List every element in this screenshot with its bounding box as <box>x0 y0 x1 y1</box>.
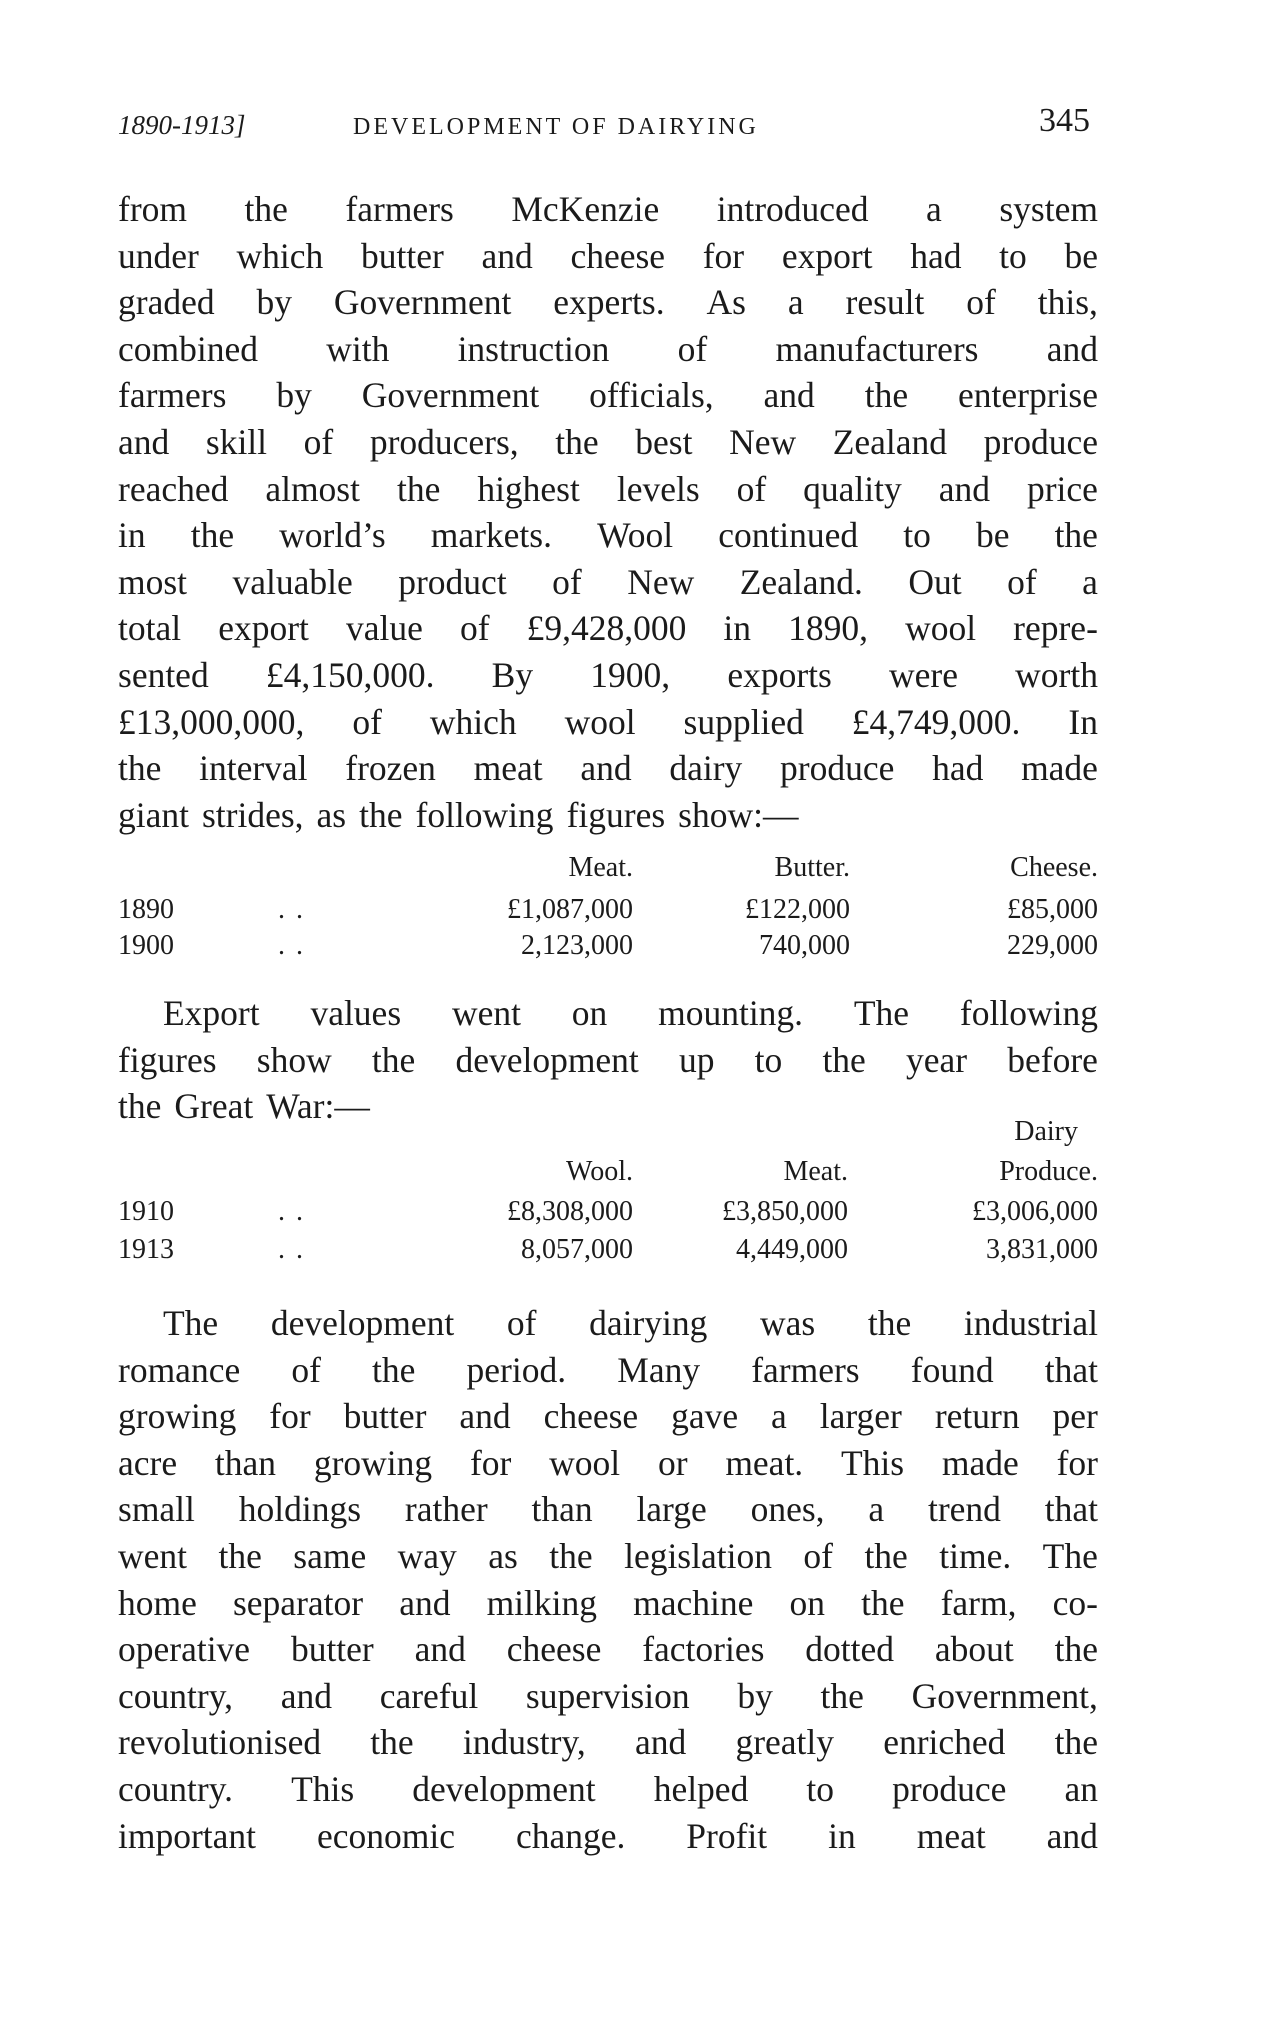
word: of <box>803 1535 833 1576</box>
export-table-1910-1913 <box>118 1116 1098 1266</box>
word: the <box>371 1039 416 1080</box>
word: the <box>864 375 909 416</box>
word: manufacturers <box>775 328 979 369</box>
word: value <box>345 608 423 649</box>
word: skill <box>205 421 268 462</box>
word: to <box>903 515 931 556</box>
word: larger <box>819 1396 902 1437</box>
word: which <box>236 235 324 276</box>
word: that <box>1044 1349 1098 1390</box>
word: large <box>636 1489 707 1530</box>
word: and <box>763 375 815 416</box>
table-2-header-dairy: Dairy <box>1014 1116 1078 1147</box>
word: of <box>303 421 334 462</box>
table-1-cell-butter: £122,000 <box>745 894 850 925</box>
word: than <box>531 1489 593 1530</box>
word: the <box>370 1722 414 1763</box>
word: War:— <box>266 1086 370 1127</box>
word: dotted <box>805 1629 894 1670</box>
word: the <box>396 468 441 509</box>
word: and <box>1046 1815 1098 1856</box>
word: for <box>1056 1442 1098 1483</box>
text-line <box>118 419 1098 466</box>
word: a <box>926 189 942 229</box>
word: of <box>552 561 582 602</box>
word: of <box>352 701 382 742</box>
word: acre <box>118 1442 178 1483</box>
word: the <box>820 1675 864 1716</box>
text-line <box>118 605 1098 652</box>
word: interval <box>199 748 308 789</box>
word: return <box>934 1396 1020 1437</box>
word: meat <box>916 1815 986 1856</box>
word: the <box>822 1039 866 1080</box>
word: a <box>771 1396 787 1437</box>
word: Zealand. <box>739 561 863 602</box>
table-1-row-leader: . . <box>278 894 305 925</box>
word: had <box>910 235 962 276</box>
word: country, <box>118 1675 234 1716</box>
word: export <box>218 608 309 649</box>
text-line <box>118 466 1098 513</box>
word: best <box>635 421 693 462</box>
table-2-header-meat: Meat. <box>783 1156 848 1187</box>
word: and <box>481 235 533 276</box>
word: went <box>451 993 521 1033</box>
word: rather <box>404 1489 488 1530</box>
word: farmers <box>118 375 227 416</box>
word: industry, <box>462 1722 586 1763</box>
word: of <box>736 468 767 509</box>
table-1-header-meat: Meat. <box>568 852 633 883</box>
word: to <box>754 1039 783 1080</box>
text-line <box>118 1347 1098 1394</box>
text-line <box>118 279 1098 326</box>
word: per <box>1052 1396 1098 1437</box>
text-line <box>118 559 1098 606</box>
word: the <box>244 189 288 229</box>
text-line <box>118 372 1098 419</box>
word: wool <box>564 701 636 742</box>
word: the <box>118 1086 162 1127</box>
text-line <box>118 652 1098 699</box>
word: a <box>868 1489 885 1530</box>
word: exports <box>727 654 832 695</box>
word: instruction <box>457 328 610 369</box>
word: and <box>459 1396 511 1437</box>
word: butter <box>290 1629 374 1670</box>
word: a <box>1082 561 1098 602</box>
word: product <box>398 561 507 602</box>
word: and <box>414 1629 466 1670</box>
word: machine <box>633 1582 754 1623</box>
word: important <box>118 1815 257 1856</box>
table-2-row-year: 1913 <box>118 1234 174 1265</box>
word: and <box>280 1675 332 1716</box>
word: and <box>580 748 632 789</box>
word: reached <box>118 468 229 509</box>
word: by <box>256 282 292 323</box>
table-1-cell-butter: 740,000 <box>759 930 850 961</box>
word: total <box>118 608 182 649</box>
word: This <box>291 1768 355 1809</box>
word: strides, <box>201 794 304 835</box>
word: romance <box>118 1349 241 1390</box>
word: or <box>657 1442 688 1483</box>
text-line <box>118 699 1098 746</box>
paragraph-1 <box>118 186 1098 838</box>
word: for <box>469 1442 512 1483</box>
word: cheese <box>506 1629 602 1670</box>
word: giant <box>118 794 189 835</box>
word: farm, <box>940 1582 1017 1623</box>
table-1-row-year: 1890 <box>118 894 174 925</box>
word: £4,749,000. <box>851 701 1021 742</box>
word: be <box>975 515 1010 556</box>
word: operative <box>118 1629 251 1670</box>
text-line <box>118 1813 1098 1860</box>
running-head-title: DEVELOPMENT OF DAIRYING <box>353 114 759 140</box>
text-line <box>118 745 1098 792</box>
text-line <box>118 1440 1098 1487</box>
word: Government, <box>911 1675 1098 1716</box>
word: to <box>806 1768 835 1809</box>
table-2-header-wool: Wool. <box>566 1156 633 1187</box>
word: The <box>1042 1535 1098 1576</box>
text-line <box>118 1037 1098 1084</box>
word: worth <box>1015 654 1098 695</box>
word: this, <box>1037 282 1098 323</box>
word: than <box>214 1442 277 1483</box>
word: home <box>118 1582 197 1623</box>
word: wool <box>549 1442 621 1483</box>
table-2-cell-wool: £8,308,000 <box>507 1196 633 1227</box>
word: producers, <box>369 421 519 462</box>
word: Profit <box>686 1815 768 1856</box>
word: same <box>293 1535 367 1576</box>
word: farmers <box>751 1349 860 1390</box>
word: Out <box>908 561 962 602</box>
word: the <box>555 421 599 462</box>
word: the <box>1054 1722 1098 1763</box>
word: As <box>706 282 746 323</box>
word: of <box>677 328 708 369</box>
word: before <box>1007 1039 1098 1080</box>
word: revolutionised <box>118 1722 322 1763</box>
word: sented <box>118 654 209 695</box>
word: McKenzie <box>511 189 660 229</box>
word: ones, <box>750 1489 825 1530</box>
page-number: 345 <box>1039 102 1090 139</box>
text-line <box>118 233 1098 280</box>
text-line <box>118 1766 1098 1813</box>
table-2-cell-dairy-produce: 3,831,000 <box>986 1234 1098 1265</box>
word: system <box>999 189 1098 229</box>
word: meat. <box>725 1442 804 1483</box>
text-line <box>118 1673 1098 1720</box>
table-1-row-leader: . . <box>278 930 305 961</box>
word: and <box>1046 328 1098 369</box>
word: by <box>276 375 312 416</box>
word: with <box>326 328 390 369</box>
word: meat <box>473 748 543 789</box>
word: helped <box>653 1768 749 1809</box>
word: trend <box>927 1489 1001 1530</box>
word: cheese <box>543 1396 639 1437</box>
word: on <box>789 1582 825 1623</box>
word: development <box>270 1303 455 1343</box>
word: 1900, <box>590 654 671 695</box>
word: growing <box>118 1396 237 1437</box>
word: in <box>723 608 752 649</box>
word: and <box>634 1722 687 1763</box>
word: values <box>310 993 402 1033</box>
word: following <box>415 794 554 835</box>
word: way <box>397 1535 457 1576</box>
word: of <box>291 1349 321 1390</box>
word: and <box>399 1582 451 1623</box>
word: following <box>959 993 1098 1033</box>
word: of <box>1007 561 1037 602</box>
word: of <box>966 282 996 323</box>
word: had <box>932 748 984 789</box>
word: produce <box>892 1768 1007 1809</box>
word: experts. <box>553 282 665 323</box>
text-line <box>118 990 1098 1037</box>
table-2-row-year: 1910 <box>118 1196 174 1227</box>
word: Many <box>617 1349 701 1390</box>
word: 1890, <box>788 608 868 649</box>
word: valuable <box>232 561 353 602</box>
word: greatly <box>735 1722 834 1763</box>
word: found <box>910 1349 994 1390</box>
word: development <box>412 1768 596 1809</box>
word: made <box>941 1442 1019 1483</box>
word: made <box>1021 748 1098 789</box>
word: development <box>455 1039 639 1080</box>
word: New <box>729 421 797 462</box>
word: wool <box>905 608 977 649</box>
word: New <box>627 561 695 602</box>
word: went <box>118 1535 188 1576</box>
running-head-date-range: 1890-1913] <box>118 110 246 140</box>
table-2-cell-meat: £3,850,000 <box>722 1196 848 1227</box>
table-1-cell-meat: 2,123,000 <box>521 930 633 961</box>
word: of <box>459 608 490 649</box>
word: This <box>840 1442 905 1483</box>
word: £9,428,000 <box>526 608 687 649</box>
word: for <box>269 1396 311 1437</box>
word: to <box>999 235 1027 276</box>
word: small <box>118 1489 195 1530</box>
word: butter <box>343 1396 427 1437</box>
word: figures <box>118 1039 217 1080</box>
word: the <box>359 794 403 835</box>
text-line <box>118 1300 1098 1347</box>
word: continued <box>718 515 859 556</box>
word: economic <box>316 1815 455 1856</box>
text-line <box>118 792 1098 839</box>
word: the <box>864 1535 908 1576</box>
word: period. <box>466 1349 567 1390</box>
word: butter <box>360 235 444 276</box>
word: farmers <box>345 189 454 229</box>
word: In <box>1068 701 1098 742</box>
word: The <box>163 1303 219 1343</box>
word: result <box>845 282 925 323</box>
word: the <box>372 1349 416 1390</box>
table-2-row-leader: . . <box>278 1196 305 1227</box>
word: time. <box>939 1535 1012 1576</box>
word: quality <box>803 468 902 509</box>
word: for <box>702 235 745 276</box>
word: officials, <box>589 375 714 416</box>
word: the <box>549 1535 593 1576</box>
word: an <box>1064 1768 1098 1809</box>
paragraph-3 <box>118 1300 1098 1859</box>
word: as <box>488 1535 518 1576</box>
text-line <box>118 1393 1098 1440</box>
word: supplied <box>683 701 804 742</box>
word: By <box>491 654 534 695</box>
word: co- <box>1052 1582 1098 1623</box>
word: £13,000,000, <box>118 701 305 742</box>
word: supervision <box>525 1675 690 1716</box>
word: legislation <box>624 1535 772 1576</box>
word: Zealand <box>832 421 948 462</box>
word: gave <box>671 1396 739 1437</box>
word: introduced <box>716 189 869 229</box>
word: frozen <box>345 748 436 789</box>
word: markets. <box>430 515 552 556</box>
word: the <box>118 748 162 789</box>
word: cheese <box>570 235 666 276</box>
word: industrial <box>963 1303 1098 1343</box>
text-line <box>118 512 1098 559</box>
text-line <box>118 1533 1098 1580</box>
text-line <box>118 1486 1098 1533</box>
word: combined <box>118 328 258 369</box>
word: The <box>853 993 910 1033</box>
word: enriched <box>883 1722 1006 1763</box>
word: the <box>1054 515 1098 556</box>
word: were <box>889 654 958 695</box>
word: highest <box>477 468 580 509</box>
table-2-row-leader: . . <box>278 1234 305 1265</box>
word: factories <box>642 1629 765 1670</box>
table-2-cell-dairy-produce: £3,006,000 <box>972 1196 1098 1227</box>
word: careful <box>379 1675 479 1716</box>
word: show <box>256 1039 332 1080</box>
word: mounting. <box>658 993 804 1033</box>
word: about <box>934 1629 1014 1670</box>
word: that <box>1044 1489 1098 1530</box>
word: graded <box>118 282 215 323</box>
word: on <box>571 993 608 1033</box>
word: Great <box>174 1086 254 1127</box>
table-2-cell-wool: 8,057,000 <box>521 1234 633 1265</box>
word: milking <box>486 1582 598 1623</box>
word: export <box>781 235 873 276</box>
word: separator <box>232 1582 364 1623</box>
word: by <box>737 1675 773 1716</box>
table-1-cell-cheese: 229,000 <box>1007 930 1098 961</box>
word: Government <box>361 375 540 416</box>
word: levels <box>616 468 700 509</box>
word: show:— <box>678 794 799 835</box>
table-1-header-cheese: Cheese. <box>1010 852 1098 883</box>
text-line <box>118 186 1098 233</box>
word: under <box>118 235 199 276</box>
word: almost <box>265 468 360 509</box>
word: price <box>1026 468 1098 509</box>
word: a <box>787 282 804 323</box>
table-1-cell-meat: £1,087,000 <box>507 894 633 925</box>
paragraph-2 <box>118 990 1098 1130</box>
word: and <box>938 468 991 509</box>
text-line <box>118 1626 1098 1673</box>
word: of <box>506 1303 537 1343</box>
word: Wool <box>597 515 674 556</box>
word: holdings <box>238 1489 362 1530</box>
text-line <box>118 1719 1098 1766</box>
word: as <box>316 794 347 835</box>
word: dairy <box>669 748 743 789</box>
word: world’s <box>279 515 386 556</box>
word: most <box>118 561 188 602</box>
word: year <box>905 1039 968 1080</box>
table-2-header-produce: Produce. <box>999 1156 1098 1187</box>
word: the <box>190 515 235 556</box>
word: in <box>828 1815 856 1856</box>
export-table-1890-1900 <box>118 852 1098 962</box>
word: produce <box>780 748 895 789</box>
word: the <box>218 1535 262 1576</box>
table-1-row-year: 1900 <box>118 930 174 961</box>
word: repre- <box>1013 608 1098 649</box>
word: Export <box>163 993 260 1033</box>
word: was <box>760 1303 816 1343</box>
word: figures <box>566 794 666 835</box>
word: which <box>429 701 517 742</box>
word: produce <box>983 421 1098 462</box>
table-1-header-butter: Butter. <box>774 852 850 883</box>
word: country. <box>118 1768 234 1809</box>
word: the <box>867 1303 912 1343</box>
word: in <box>118 515 146 556</box>
word: be <box>1064 235 1098 276</box>
word: up <box>678 1039 715 1080</box>
word: the <box>1054 1629 1098 1670</box>
table-1-cell-cheese: £85,000 <box>1007 894 1098 925</box>
word: change. <box>515 1815 626 1856</box>
word: the <box>861 1582 905 1623</box>
table-2-cell-meat: 4,449,000 <box>736 1234 848 1265</box>
word: and <box>118 421 170 462</box>
word: enterprise <box>958 375 1098 416</box>
running-head <box>118 102 1090 152</box>
word: from <box>118 189 188 229</box>
word: £4,150,000. <box>265 654 435 695</box>
word: growing <box>313 1442 433 1483</box>
word: Government <box>333 282 512 323</box>
word: dairying <box>589 1303 708 1343</box>
text-line <box>118 326 1098 373</box>
text-line <box>118 1580 1098 1627</box>
